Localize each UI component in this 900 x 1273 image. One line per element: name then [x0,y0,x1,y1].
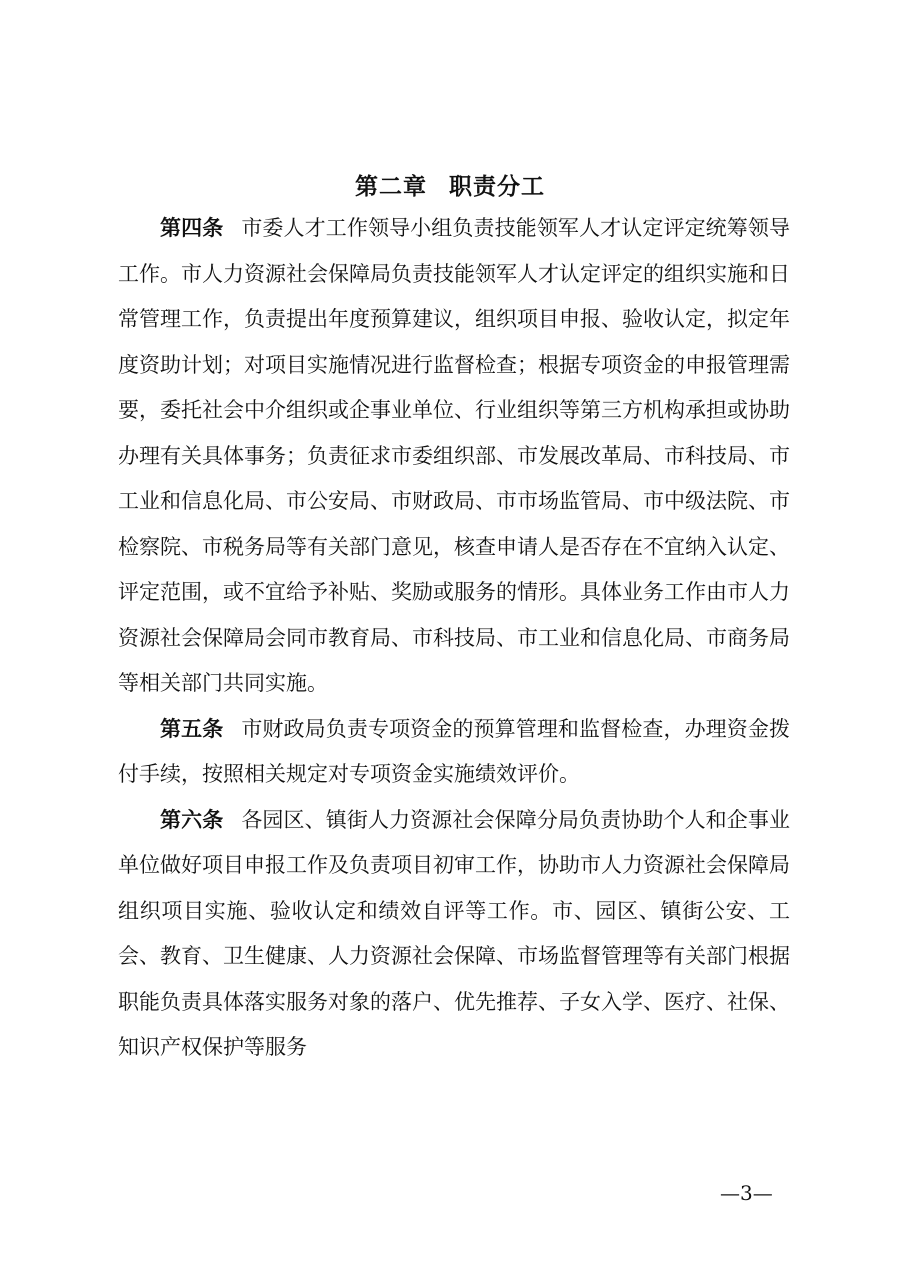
document-body [118,206,790,1071]
article-text: 市委人才工作领导小组负责技能领军人才认定评定统筹领导工作。市人力资源社会保障局负责技能领军人才认定评定的组织实施和日常管理工作，负责提出年度预算建议，组织项目申报、验收认定，拟定年度资助计划；对项目实施情况进行监督检查；根据专项资金的申报管理需要，委托社会中介组织或企事业单位、行业组织等第三方机构承担或协助办理有关具体事务；负责征求市委组织部、市发展改革局、市科技局、市工业和信息化局、市公安局、市财政局、市市场监管局、市中级法院、市检察院、市税务局等有关部门意见，核查申请人是否存在不宜纳入认定、评定范围，或不宜给予补贴、奖励或服务的情形。具体业务工作由市人力资源社会保障局会同市教育局、市科技局、市工业和信息化局、市商务局等相关部门共同实施。 [118,216,791,695]
article-4 [118,206,790,707]
chapter-title: 职责分工 [449,174,545,200]
chapter-number: 第二章 [355,174,427,200]
article-6 [118,798,790,1071]
article-text: 各园区、镇街人力资源社会保障分局负责协助个人和企事业单位做好项目申报工作及负责项目初审工作，协助市人力资源社会保障局组织项目实施、验收认定和绩效自评等工作。市、园区、镇街公安、工会、教育、卫生健康、人力资源社会保障、市场监督管理等有关部门根据职能负责具体落实服务对象的落户、优先推荐、子女入学、医疗、社保、知识产权保护等服务 [118,807,791,1059]
article-5 [118,707,790,798]
article-heading: 第五条 [160,716,224,741]
article-text: 市财政局负责专项资金的预算管理和监督检查，办理资金拨付手续，按照相关规定对专项资金实施绩效评价。 [118,716,791,786]
article-heading: 第六条 [160,807,224,832]
page-number: —3— [720,1181,773,1205]
article-heading: 第四条 [160,216,224,240]
chapter-heading [0,168,900,201]
